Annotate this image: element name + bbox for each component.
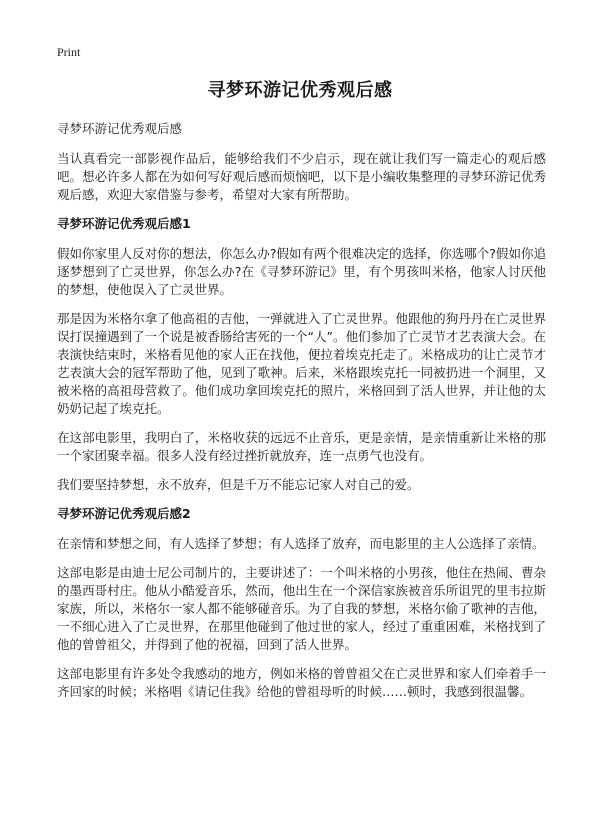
section-1-heading: 寻梦环游记优秀观后感1	[57, 216, 191, 231]
section-2-paragraph-1: 在亲情和梦想之间，有人选择了梦想；有人选择了放弃，而电影里的主人公选择了亲情。	[57, 536, 545, 551]
section-1-paragraph-3: 在这部电影里，我明白了，米格收获的远远不止音乐，更是亲情，是亲情重新让米格的那一个家团聚幸福。很多人没有经过挫折就放弃，连一点勇气也没有。	[57, 430, 546, 463]
article-body	[57, 120, 546, 712]
section-1-paragraph-4: 我们要坚持梦想，永不放弃，但是千万不能忘记家人对自己的爱。	[57, 477, 420, 492]
article-subtitle: 寻梦环游记优秀观后感	[57, 121, 183, 136]
section-2-paragraph-2: 这部电影是由迪士尼公司制片的，主要讲述了：一个叫米格的小男孩，他住在热闹、曹杂的墨西哥村庄。他从小酷爱音乐，然而，他出生在一个深信家族被音乐所诅咒的里韦拉斯家族，所以，米格尔一家人都不能够碰音乐。为了自我的梦想，米格尔偷了歌神的吉他，一不细心进入了亡灵世界，在那里他碰到了他过世的家人，经过了重重困难，米格找到了他的曾曾祖父，并得到了他的祝福，回到了活人世界。	[57, 565, 546, 652]
page-title: 寻梦环游记优秀观后感	[207, 80, 393, 101]
section-2-heading: 寻梦环游记优秀观后感2	[57, 506, 191, 521]
intro-paragraph: 当认真看完一部影视作品后，能够给我们不少启示，现在就让我们写一篇走心的观后感吧。想必许多人都在为如何写好观后感而烦恼吧，以下是小编收集整理的寻梦环游记优秀观后感，欢迎大家借鉴与参考，希望对大家有所帮助。	[57, 151, 546, 202]
section-1-paragraph-1: 假如你家里人反对你的想法，你怎么办?假如有两个很难决定的选择，你选哪个?假如你追逐梦想到了亡灵世界，你怎么办?在《寻梦环游记》里，有个男孩叫米格，他家人讨厌他的梦想，使他误入了亡灵世界。	[57, 246, 546, 297]
print-link[interactable]: Print	[57, 45, 81, 59]
section-1-paragraph-2: 那是因为米格尔拿了他高祖的吉他，一弹就进入了亡灵世界。他跟他的狗丹丹在亡灵世界误打误撞遇到了一个说是被香肠给害死的一个“人”。他们参加了亡灵节才艺表演大会。在表演快结束时，米格看见他的家人正在找他，便拉着埃克托走了。米格成功的让亡灵节才艺表演大会的冠军帮助了他，见到了歌神。后来，米格跟埃克托一同被扔进一个洞里，又被米格的高祖母营救了。他们成功拿回埃克托的照片，米格回到了活人世界，并让他的太奶奶记起了埃克托。	[57, 311, 546, 416]
section-2-paragraph-3: 这部电影里有许多处令我感动的地方，例如米格的曾曾祖父在亡灵世界和家人们牵着手一齐回家的时候；米格唱《请记住我》给他的曾祖母听的时候……顿时，我感到很温馨。	[57, 666, 546, 699]
